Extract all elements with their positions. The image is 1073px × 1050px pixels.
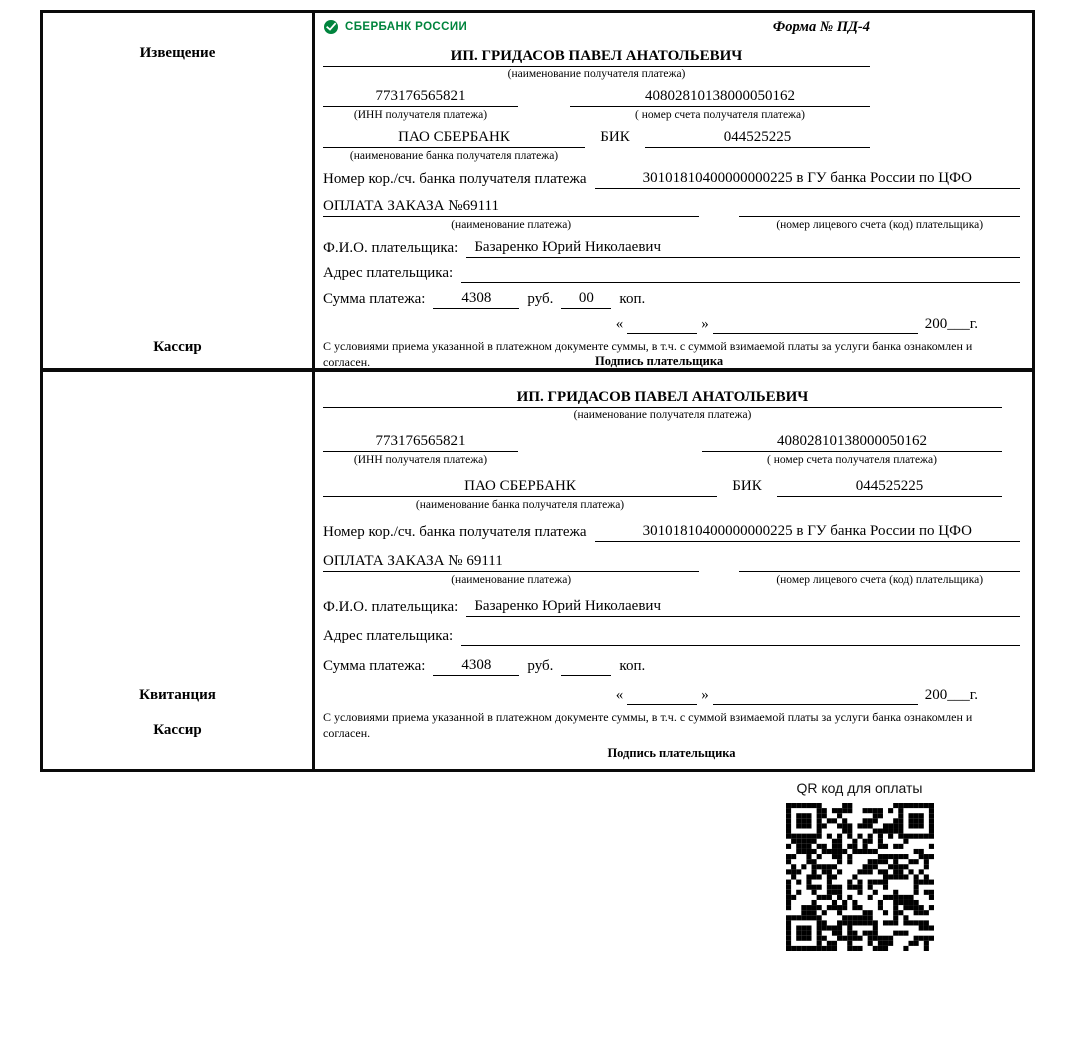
- receipt-side-cell: [43, 372, 315, 769]
- qr-code: [786, 803, 934, 951]
- date-quote-close: »: [701, 687, 709, 703]
- payer-address-row: [323, 627, 1020, 646]
- date-month-line: [713, 687, 918, 705]
- payer-address-value: [461, 627, 1020, 646]
- purpose-caption: (наименование платежа): [451, 574, 572, 586]
- payer-address-row: [323, 264, 1020, 283]
- date-month-line: [713, 316, 918, 334]
- receipt-main-cell: [315, 372, 1032, 769]
- inn-caption: (ИНН получателя платежа): [353, 454, 488, 466]
- bik-label: БИК: [600, 129, 630, 145]
- payer-name-row: [323, 238, 1020, 258]
- amount-rub-value: 4308: [433, 656, 519, 676]
- corr-account-row: [323, 169, 1020, 189]
- recipient-block: [323, 47, 870, 81]
- date-year: 200___г.: [924, 316, 978, 332]
- bik-value: 044525225: [777, 477, 1002, 497]
- amount-kop-value: 00: [561, 289, 611, 309]
- corr-account-row: [323, 522, 1020, 542]
- notice-header: [323, 19, 1020, 47]
- recipient-name: ИП. ГРИДАСОВ ПАВЕЛ АНАТОЛЬЕВИЧ: [323, 388, 1002, 408]
- signature-label: Подпись плательщика: [607, 746, 736, 760]
- amount-row: [323, 289, 1020, 309]
- recipient-caption: (наименование получателя платежа): [573, 409, 752, 421]
- amount-kop-value: [561, 657, 611, 676]
- qr-caption: QR код для оплаты: [796, 780, 923, 796]
- payer-address-label: Адрес плательщика:: [323, 265, 454, 281]
- notice-main-cell: [315, 13, 1032, 368]
- kop-label: коп.: [619, 658, 646, 674]
- amount-label: Сумма платежа:: [323, 291, 426, 307]
- rub-label: руб.: [527, 291, 554, 307]
- date-year: 200___г.: [924, 687, 978, 703]
- corr-account-label: Номер кор./сч. банка получателя платежа: [323, 524, 587, 540]
- personal-account-line: [739, 552, 1020, 572]
- date-day-line: [627, 316, 697, 334]
- bank-bik-row: [323, 128, 870, 163]
- sberbank-logo-icon: [323, 19, 339, 35]
- rub-label: руб.: [527, 658, 554, 674]
- date-line: [323, 315, 1020, 334]
- payer-name-value: Базаренко Юрий Николаевич: [466, 238, 1020, 258]
- agreement-text: С условиями приема указанной в платежном документе суммы, в т.ч. с суммой взимаемой платы за услуги банка ознакомлен и согласен.: [323, 339, 973, 368]
- date-day-line: [627, 687, 697, 705]
- date-quote-close: »: [701, 316, 709, 332]
- corr-account-label: Номер кор./сч. банка получателя платежа: [323, 171, 587, 187]
- receipt-section: [43, 372, 1032, 769]
- payment-purpose-value: ОПЛАТА ЗАКАЗА №69111: [323, 197, 699, 217]
- account-caption: ( номер счета получателя платежа): [767, 454, 937, 466]
- notice-side-label: Извещение: [139, 45, 216, 61]
- inn-caption: (ИНН получателя платежа): [353, 109, 488, 121]
- date-quote-open: «: [615, 316, 624, 332]
- bank-caption: (наименование банка получателя платежа): [349, 150, 559, 162]
- agreement-block: [323, 339, 1020, 368]
- payer-name-label: Ф.И.О. плательщика:: [323, 240, 459, 256]
- amount-label: Сумма платежа:: [323, 658, 426, 674]
- kop-label: коп.: [619, 291, 646, 307]
- bank-caption: (наименование банка получателя платежа): [415, 499, 625, 511]
- inn-account-row: [323, 87, 870, 122]
- purpose-row: [323, 197, 1020, 232]
- sberbank-logo-text: СБЕРБАНК РОССИИ: [345, 21, 468, 33]
- personal-account-caption: (номер лицевого счета (код) плательщика): [776, 574, 984, 586]
- receipt-cashier-label: Кассир: [153, 722, 202, 738]
- account-value: 40802810138000050162: [702, 432, 1002, 452]
- payer-name-label: Ф.И.О. плательщика:: [323, 599, 459, 615]
- notice-section: [43, 13, 1032, 372]
- form-frame: [40, 10, 1035, 772]
- inn-value: 773176565821: [323, 87, 518, 107]
- notice-side-cell: [43, 13, 315, 368]
- amount-rub-value: 4308: [433, 289, 519, 309]
- payer-name-row: [323, 597, 1020, 617]
- receipt-side-label: Квитанция: [139, 687, 216, 703]
- agreement-block: [323, 710, 1020, 761]
- payment-purpose-value: ОПЛАТА ЗАКАЗА № 69111: [323, 552, 699, 572]
- payer-address-label: Адрес плательщика:: [323, 628, 454, 644]
- agreement-text: С условиями приема указанной в платежном документе суммы, в т.ч. с суммой взимаемой платы за услуги банка ознакомлен и согласен.: [323, 710, 973, 740]
- bank-name-value: ПАО СБЕРБАНК: [323, 128, 585, 148]
- account-caption: ( номер счета получателя платежа): [635, 109, 805, 121]
- personal-account-line: [739, 197, 1020, 217]
- payer-name-value: Базаренко Юрий Николаевич: [466, 597, 1020, 617]
- date-line: [323, 686, 1020, 705]
- recipient-name: ИП. ГРИДАСОВ ПАВЕЛ АНАТОЛЬЕВИЧ: [323, 47, 870, 67]
- amount-row: [323, 656, 1020, 676]
- purpose-row: [323, 552, 1020, 587]
- signature-label: Подпись плательщика: [595, 354, 724, 368]
- personal-account-caption: (номер лицевого счета (код) плательщика): [776, 219, 984, 231]
- bik-value: 044525225: [645, 128, 870, 148]
- inn-account-row: [323, 432, 1002, 467]
- qr-block: [772, 780, 947, 956]
- payer-address-value: [461, 264, 1020, 283]
- bank-bik-row: [323, 477, 1002, 512]
- purpose-caption: (наименование платежа): [451, 219, 572, 231]
- sberbank-logo: [323, 19, 467, 35]
- recipient-block: [323, 388, 1002, 422]
- notice-cashier-label: Кассир: [153, 339, 202, 355]
- bank-name-value: ПАО СБЕРБАНК: [323, 477, 717, 497]
- corr-account-value: 30101810400000000225 в ГУ банка России по ЦФО: [595, 522, 1020, 542]
- account-value: 40802810138000050162: [570, 87, 870, 107]
- recipient-caption: (наименование получателя платежа): [507, 68, 686, 80]
- corr-account-value: 30101810400000000225 в ГУ банка России по ЦФО: [595, 169, 1020, 189]
- form-number: Форма № ПД-4: [772, 19, 870, 35]
- bik-label: БИК: [732, 478, 762, 494]
- date-quote-open: «: [615, 687, 624, 703]
- inn-value: 773176565821: [323, 432, 518, 452]
